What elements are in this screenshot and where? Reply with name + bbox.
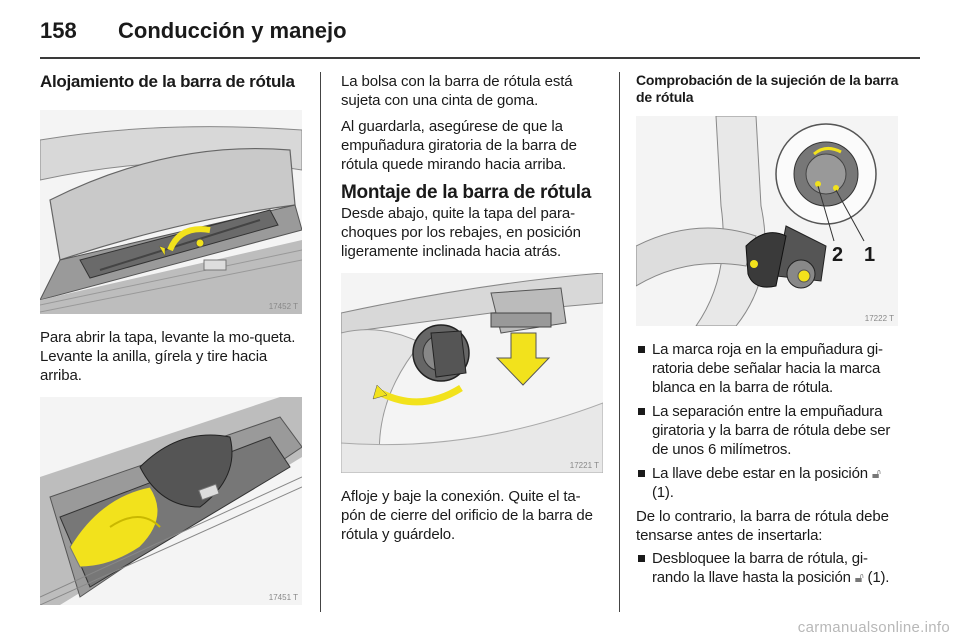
figure-label-2: 2: [832, 244, 844, 266]
page-header: [40, 16, 920, 46]
section-heading-montaje: Montaje de la barra de rótula: [341, 182, 591, 203]
figure-trunk-floor: [40, 110, 302, 314]
figure-bag-in-trunk: [40, 397, 302, 605]
bullet4-text: Desbloquee la barra de rótula, gi-rando la llave hasta la posición: [652, 550, 868, 586]
header-rule: [40, 57, 920, 59]
column-2: [341, 72, 603, 544]
paragraph-storage: Al guardarla, asegúrese de que la empuñadura giratoria de la barra de rótula quede mirando hacia arriba.: [341, 118, 577, 173]
lock-icon: 🔓︎: [854, 569, 864, 585]
column-3: [636, 72, 902, 592]
figure-rotary-handle: [636, 116, 898, 326]
paragraph-loosen-connection: Afloje y baje la conexión. Quite el ta-pón de cierre del orificio de la barra de rótula y guárdelo.: [341, 488, 593, 543]
bullet3-ref: (1).: [652, 484, 674, 501]
figure-code: 17222 T: [864, 314, 894, 323]
list-item: [636, 549, 902, 587]
paragraph-open-lid: Para abrir la tapa, levante la mo-queta. Levante la anilla, gírela y tire hacia arriba.: [40, 329, 296, 384]
rotary-handle-illustration: [636, 116, 898, 326]
lock-icon: 🔓︎: [871, 465, 881, 481]
watermark: carmanualsonline.info: [797, 619, 950, 636]
figure-code: 17221 T: [569, 461, 599, 470]
trunk-floor-illustration: [40, 110, 302, 314]
paragraph-bag-strap: La bolsa con la barra de rótula está sujeta con una cinta de goma.: [341, 73, 573, 109]
bag-illustration: [40, 397, 302, 605]
paragraph-otherwise: De lo contrario, la barra de rótula debe tensarse antes de insertarla:: [636, 508, 889, 544]
list-item: La marca roja en la empuñadura gi-ratoria debe señalar hacia la marca blanca en la barra de rótula.: [636, 340, 902, 397]
check-list: [636, 340, 902, 502]
section-heading-comprobacion: Comprobación de la sujeción de la barra de rótula: [636, 72, 899, 105]
action-list: [636, 549, 902, 587]
figure-code: 17452 T: [268, 302, 298, 311]
column-divider-2: [619, 72, 620, 612]
page-number: 158: [40, 18, 77, 43]
column-1: [40, 72, 302, 605]
column-divider-1: [320, 72, 321, 612]
list-item: [636, 464, 902, 502]
connection-illustration: [341, 273, 603, 473]
figure-connection: [341, 273, 603, 473]
list-item: La separación entre la empuñadura giratoria y la barra de rótula debe ser de unos 6 milímetros.: [636, 402, 902, 459]
figure-label-1: 1: [864, 244, 876, 266]
bullet3-text: La llave debe estar en la posición: [652, 465, 868, 482]
paragraph-remove-cover: Desde abajo, quite la tapa del para-choques por los rebajes, en posición ligeramente inclinada hacia atrás.: [341, 205, 581, 260]
section-heading-alojamiento: Alojamiento de la barra de rótula: [40, 72, 295, 91]
chapter-title: Conducción y manejo: [118, 18, 347, 43]
bullet4-ref: (1).: [867, 569, 890, 586]
figure-code: 17451 T: [268, 593, 298, 602]
